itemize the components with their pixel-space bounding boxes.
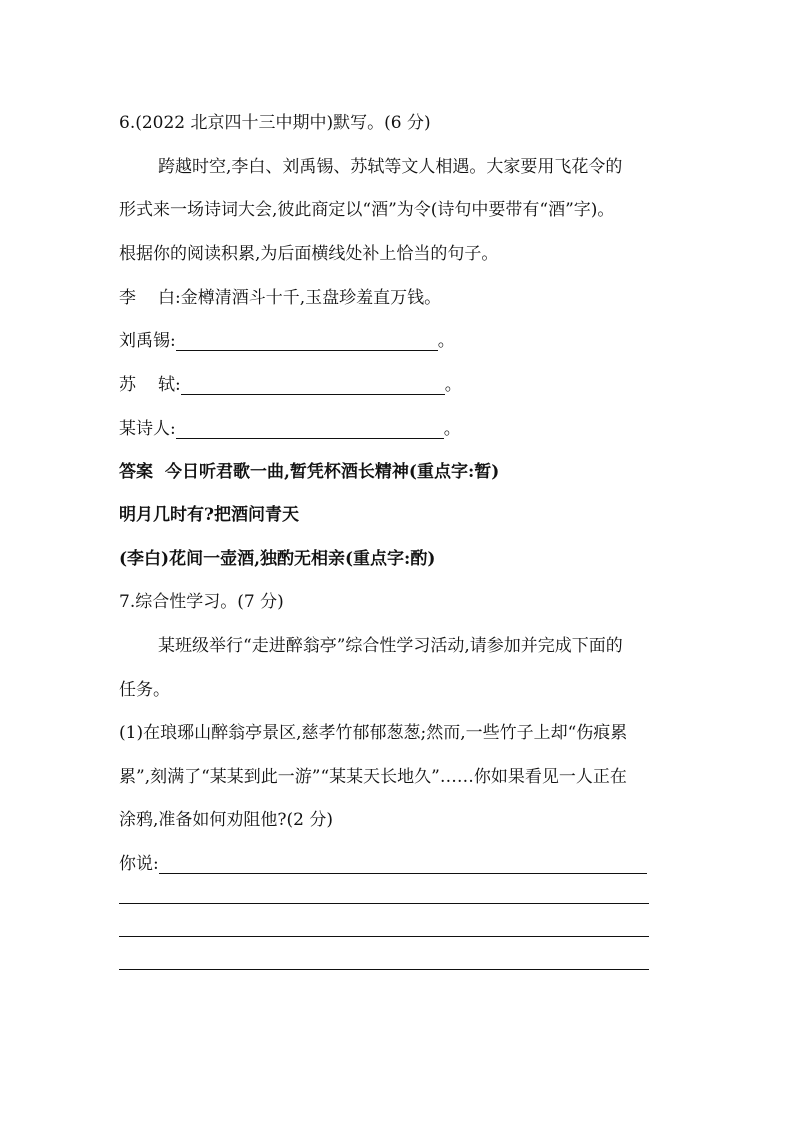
q7-title: 7.综合性学习。(7 分) <box>119 592 284 612</box>
you-say-answer-blank[interactable] <box>159 856 647 874</box>
q7-intro-line-2: 任务。 <box>119 680 170 700</box>
q7-sub1-line-1: (1)在琅琊山醉翁亭景区,慈孝竹郁郁葱葱;然而,一些竹子上却“伤痕累 <box>119 723 628 743</box>
answer-rule-line[interactable] <box>119 936 649 937</box>
answer-rule-line[interactable] <box>119 903 649 904</box>
q6-intro-line-2: 形式来一场诗词大会,彼此商定以“酒”为令(诗句中要带有“酒”字)。 <box>119 200 615 220</box>
q6-intro-line-3: 根据你的阅读积累,为后面横线处补上恰当的句子。 <box>119 244 499 264</box>
su-shi-row <box>119 370 462 395</box>
q7-intro-line-1: 某班级举行“走进醉翁亭”综合性学习活动,请参加并完成下面的 <box>158 636 623 656</box>
you-say-label: 你说: <box>119 854 159 874</box>
q7-sub1-line-3: 涂鸦,准备如何劝阻他?(2 分) <box>119 810 334 830</box>
liu-yuxi-answer-blank[interactable] <box>176 333 438 351</box>
su-shi-label-2: 轼: <box>158 375 181 395</box>
poet-label: 某诗人: <box>119 419 176 439</box>
answer-label: 答案 <box>119 462 153 482</box>
you-say-row <box>119 849 647 874</box>
answer-line-3: (李白)花间一壶酒,独酌无相亲(重点字:酌) <box>119 549 436 569</box>
li-bai-label-2: 白: <box>158 288 181 308</box>
poet-answer-blank[interactable] <box>176 421 444 439</box>
poet-row <box>119 414 461 439</box>
answer-row-1 <box>119 457 499 482</box>
end-mark: 。 <box>444 375 462 395</box>
li-bai-row <box>119 283 441 308</box>
liu-yuxi-label: 刘禹锡: <box>119 331 176 351</box>
su-shi-answer-blank[interactable] <box>181 377 445 395</box>
answer-line-2: 明月几时有?把酒问青天 <box>119 505 299 525</box>
liu-yuxi-row <box>119 326 455 351</box>
li-bai-verse: 金樽清酒斗十千,玉盘珍羞直万钱。 <box>180 288 442 308</box>
q6-title: 6.(2022 北京四十三中期中)默写。(6 分) <box>119 113 431 133</box>
answer-rule-line[interactable] <box>119 969 649 970</box>
end-mark: 。 <box>443 419 461 439</box>
q7-sub1-line-2: 累”,刻满了“某某到此一游”“某某天长地久”……你如果看见一人正在 <box>119 767 627 787</box>
q6-intro-line-1: 跨越时空,李白、刘禹锡、苏轼等文人相遇。大家要用飞花令的 <box>158 157 623 177</box>
answer-line-1: 今日听君歌一曲,暂凭杯酒长精神(重点字:暂) <box>165 462 500 482</box>
end-mark: 。 <box>437 331 455 351</box>
li-bai-label-1: 李 <box>119 288 136 308</box>
su-shi-label-1: 苏 <box>119 375 136 395</box>
